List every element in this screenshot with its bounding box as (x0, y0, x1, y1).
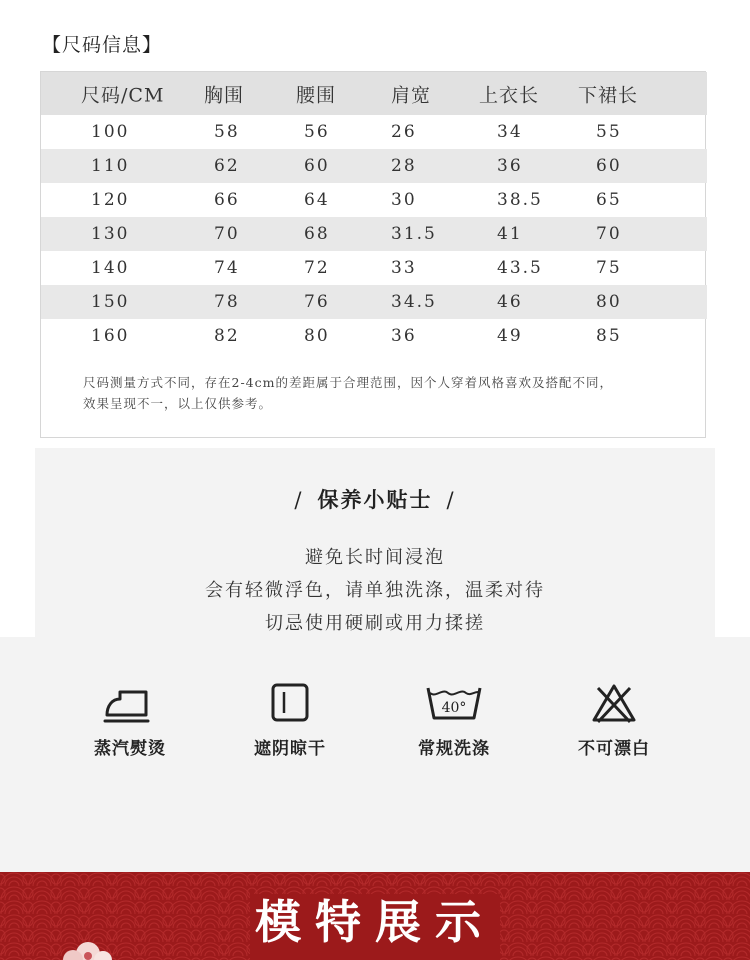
header-top-length: 上衣长 (479, 84, 540, 106)
care-item-shade-dry (220, 682, 360, 759)
cell-waist: 56 (304, 122, 330, 142)
cell-chest: 70 (214, 224, 240, 244)
header-shoulder: 肩宽 (391, 84, 432, 106)
cell-skirt-length: 80 (596, 292, 622, 312)
care-tip: 会有轻微浮色，请单独洗涤，温柔对待 (205, 580, 545, 601)
model-banner (0, 872, 750, 960)
title-slash: / (294, 488, 304, 512)
size-table (41, 72, 707, 353)
title-slash: / (446, 488, 456, 512)
table-row (41, 183, 707, 217)
cell-waist: 64 (304, 190, 330, 210)
care-tip: 避免长时间浸泡 (305, 547, 445, 568)
cell-chest: 58 (214, 122, 240, 142)
care-title-text: 保养小贴士 (317, 487, 433, 512)
cell-top-length: 49 (497, 326, 523, 346)
cell-chest: 62 (214, 156, 240, 176)
cell-skirt-length: 65 (596, 190, 622, 210)
table-row (41, 115, 707, 149)
header-size: 尺码/CM (81, 84, 165, 106)
cell-size: 140 (91, 258, 130, 278)
care-title (0, 484, 750, 514)
cell-waist: 68 (304, 224, 330, 244)
care-item-label: 常规洗涤 (418, 739, 490, 759)
cell-top-length: 46 (497, 292, 523, 312)
banner-title: 模特展示 (255, 895, 495, 949)
care-item-label: 不可漂白 (578, 739, 650, 759)
table-row (41, 217, 707, 251)
cell-chest: 78 (214, 292, 240, 312)
care-item-no-bleach (544, 682, 684, 759)
cell-shoulder: 28 (391, 156, 417, 176)
cell-chest: 82 (214, 326, 240, 346)
table-row (41, 285, 707, 319)
table-row (41, 251, 707, 285)
cell-skirt-length: 60 (596, 156, 622, 176)
cell-waist: 72 (304, 258, 330, 278)
cell-chest: 74 (214, 258, 240, 278)
care-item-label: 蒸汽熨烫 (94, 739, 166, 759)
cell-top-length: 34 (497, 122, 523, 142)
cell-top-length: 41 (497, 224, 523, 244)
cell-skirt-length: 55 (596, 122, 622, 142)
table-row (41, 149, 707, 183)
cell-size: 160 (91, 326, 130, 346)
care-item-iron (60, 682, 200, 759)
size-note (83, 372, 683, 414)
size-note-line: 效果呈现不一，以上仅供参考。 (83, 396, 273, 411)
cell-skirt-length: 70 (596, 224, 622, 244)
cell-skirt-length: 85 (596, 326, 622, 346)
table-row (41, 319, 707, 353)
size-table-card (40, 71, 706, 438)
header-skirt-length: 下裙长 (578, 84, 639, 106)
size-table-header (41, 72, 707, 115)
cell-shoulder: 34.5 (391, 292, 437, 312)
cell-shoulder: 33 (391, 258, 417, 278)
cell-top-length: 36 (497, 156, 523, 176)
size-note-line: 尺码测量方式不同，存在2-4cm的差距属于合理范围，因个人穿着风格喜欢及搭配不同， (83, 375, 613, 390)
shade-dry-icon (260, 682, 320, 726)
cell-waist: 60 (304, 156, 330, 176)
care-item-wash (384, 682, 524, 759)
cell-chest: 66 (214, 190, 240, 210)
cell-size: 110 (91, 156, 130, 176)
cell-skirt-length: 75 (596, 258, 622, 278)
header-chest: 胸围 (204, 84, 245, 106)
wash-temp: 40° (441, 700, 467, 716)
cell-size: 100 (91, 122, 130, 142)
cell-shoulder: 31.5 (391, 224, 437, 244)
cell-waist: 76 (304, 292, 330, 312)
wash-40-icon (424, 682, 484, 726)
care-tip: 切忌使用硬刷或用力揉搓 (265, 613, 485, 634)
cell-top-length: 43.5 (497, 258, 543, 278)
care-item-label: 遮阴晾干 (254, 739, 326, 759)
cell-shoulder: 36 (391, 326, 417, 346)
cell-size: 130 (91, 224, 130, 244)
cell-size: 150 (91, 292, 130, 312)
header-waist: 腰围 (296, 84, 337, 106)
no-bleach-icon (584, 682, 644, 726)
size-section-title: 【尺码信息】 (42, 34, 163, 56)
cell-size: 120 (91, 190, 130, 210)
cell-top-length: 38.5 (497, 190, 543, 210)
cell-waist: 80 (304, 326, 330, 346)
cell-shoulder: 30 (391, 190, 417, 210)
iron-icon (100, 682, 160, 726)
cell-shoulder: 26 (391, 122, 417, 142)
